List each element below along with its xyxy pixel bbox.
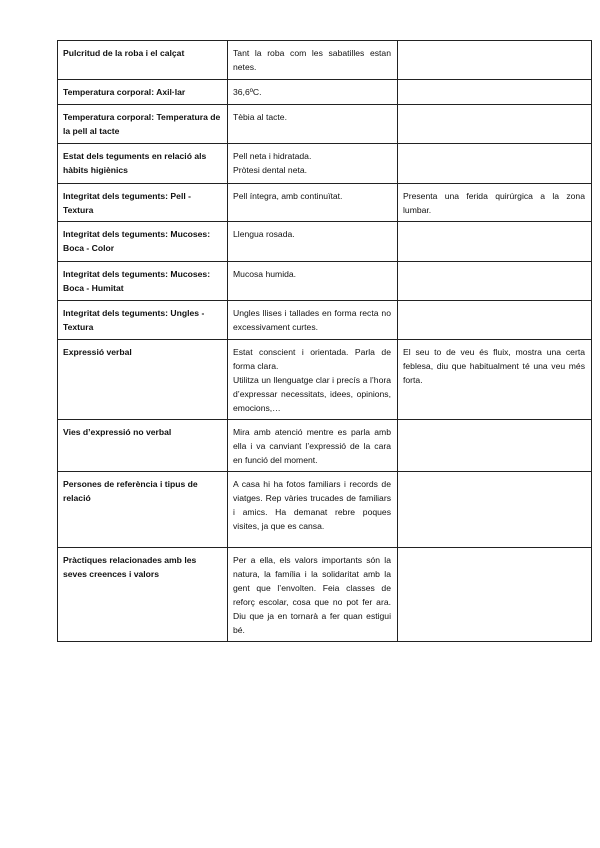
row-description <box>228 80 398 105</box>
table-row <box>58 301 592 340</box>
description-line: Tèbia al tacte. <box>233 112 287 122</box>
description-line: Tant la roba com les sabatilles estan netes. <box>233 48 391 72</box>
table-row <box>58 262 592 301</box>
description-line: Utilitza un llenguatge clar i precís a l’hora d’expressar necessitats, idees, opinions, emocions,… <box>233 375 391 413</box>
table-row <box>58 184 592 222</box>
row-label: Pràctiques relacionades amb les seves creences i valors <box>58 548 228 642</box>
description-line: Pell neta i hidratada. <box>233 151 312 161</box>
description-line: Pròtesi dental neta. <box>233 165 308 175</box>
row-description <box>228 420 398 472</box>
row-observation <box>398 105 592 144</box>
row-description <box>228 472 398 548</box>
row-observation <box>398 472 592 548</box>
table-row <box>58 420 592 472</box>
row-observation <box>398 222 592 262</box>
description-line: Mira amb atenció mentre es parla amb ella i va canviant l’expressió de la cara en funció del moment. <box>233 427 391 465</box>
row-label: Estat dels teguments en relació als hàbits higiènics <box>58 144 228 184</box>
row-observation: Presenta una ferida quirúrgica a la zona lumbar. <box>398 184 592 222</box>
row-label: Pulcritud de la roba i el calçat <box>58 41 228 80</box>
table-row <box>58 222 592 262</box>
description-line: Pell íntegra, amb continuïtat. <box>233 191 343 201</box>
row-description <box>228 548 398 642</box>
row-observation <box>398 80 592 105</box>
row-description <box>228 144 398 184</box>
row-description <box>228 105 398 144</box>
row-observation <box>398 144 592 184</box>
row-description <box>228 41 398 80</box>
description-line: Estat conscient i orientada. Parla de forma clara. <box>233 347 391 371</box>
row-observation <box>398 41 592 80</box>
table-row <box>58 548 592 642</box>
row-observation <box>398 262 592 301</box>
row-label: Temperatura corporal: Temperatura de la pell al tacte <box>58 105 228 144</box>
description-line: A casa hi ha fotos familiars i records de viatges. Rep vàries trucades de familiars i amics. Ha demanat rebre poques visites, ja que es cansa. <box>233 479 391 531</box>
row-label: Integritat dels teguments: Pell - Textura <box>58 184 228 222</box>
row-label: Expressió verbal <box>58 340 228 420</box>
row-description <box>228 262 398 301</box>
table-row <box>58 105 592 144</box>
row-label: Integritat dels teguments: Mucoses: Boca - Color <box>58 222 228 262</box>
care-assessment-table <box>57 40 592 642</box>
row-observation <box>398 420 592 472</box>
description-line: Per a ella, els valors importants són la natura, la família i la solidaritat amb la gent que l’envolten. Feia classes de reforç escolar, cosa que no pot fer ara. Diu que ja en tornarà a fer quan estigui bé. <box>233 555 391 635</box>
table-row <box>58 41 592 80</box>
description-line: Llengua rosada. <box>233 229 295 239</box>
row-label: Integritat dels teguments: Ungles - Textura <box>58 301 228 340</box>
table-row <box>58 340 592 420</box>
row-label: Vies d’expressió no verbal <box>58 420 228 472</box>
description-line: Mucosa humida. <box>233 269 297 279</box>
row-description <box>228 301 398 340</box>
row-description <box>228 184 398 222</box>
row-observation <box>398 301 592 340</box>
row-description <box>228 222 398 262</box>
description-line: 36,6ºC. <box>233 87 262 97</box>
row-label: Persones de referència i tipus de relació <box>58 472 228 548</box>
row-observation: El seu to de veu és fluix, mostra una certa feblesa, diu que habitualment té una veu més forta. <box>398 340 592 420</box>
table-row <box>58 80 592 105</box>
row-observation <box>398 548 592 642</box>
table-row <box>58 472 592 548</box>
table-row <box>58 144 592 184</box>
row-label: Temperatura corporal: Axil·lar <box>58 80 228 105</box>
row-label: Integritat dels teguments: Mucoses: Boca - Humitat <box>58 262 228 301</box>
description-line: Ungles llises i tallades en forma recta no excessivament curtes. <box>233 308 391 332</box>
row-description <box>228 340 398 420</box>
